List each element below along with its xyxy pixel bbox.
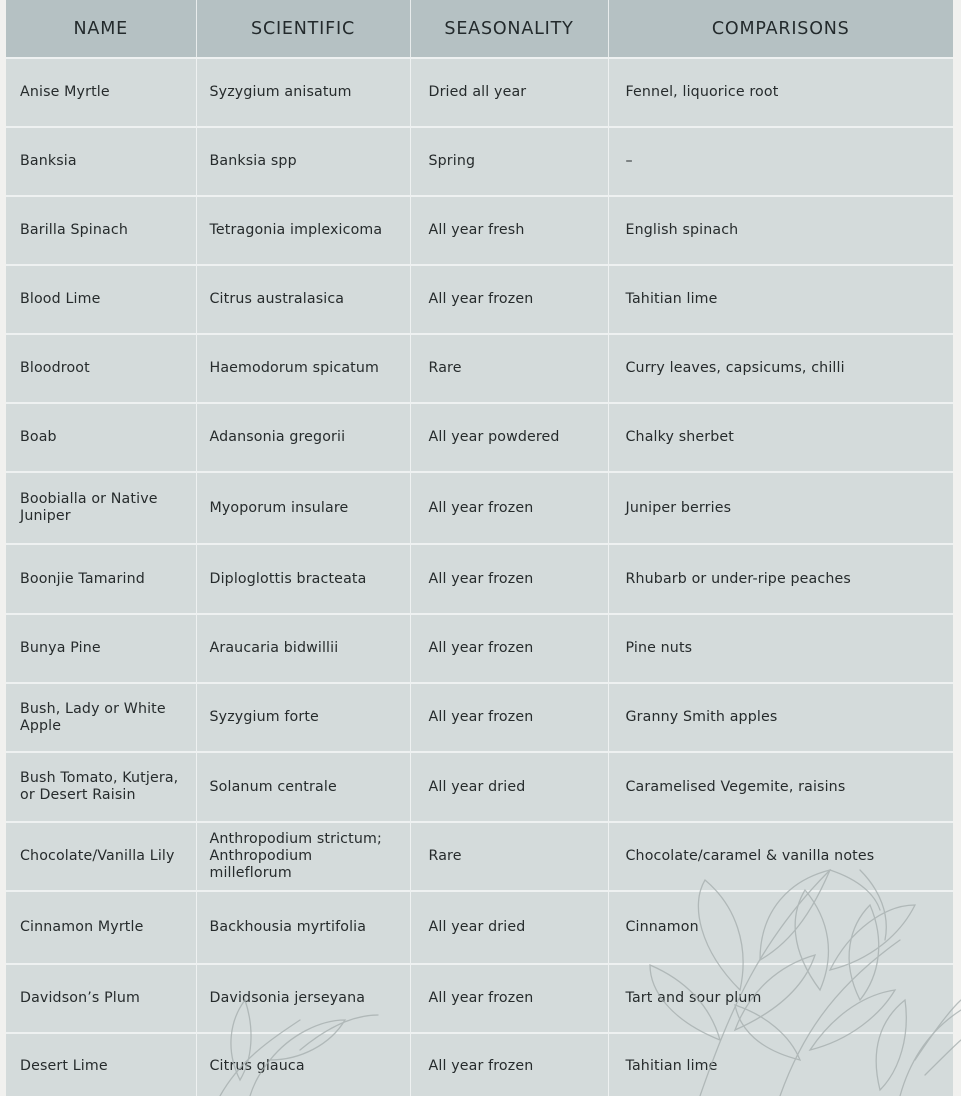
cell-seasonality: All year frozen <box>410 964 608 1033</box>
cell-comparisons: Chocolate/caramel & vanilla notes <box>608 822 953 891</box>
cell-comparisons: – <box>608 127 953 196</box>
cell-name: Bush, Lady or White Apple <box>6 683 196 752</box>
cell-scientific: Solanum centrale <box>196 752 410 822</box>
cell-comparisons: English spinach <box>608 196 953 265</box>
cell-seasonality: Spring <box>410 127 608 196</box>
table-row <box>6 403 953 472</box>
cell-name: Boonjie Tamarind <box>6 544 196 614</box>
cell-name: Banksia <box>6 127 196 196</box>
cell-comparisons: Fennel, liquorice root <box>608 58 953 127</box>
cell-comparisons: Tahitian lime <box>608 1033 953 1096</box>
cell-comparisons: Rhubarb or under-ripe peaches <box>608 544 953 614</box>
cell-seasonality: Rare <box>410 334 608 403</box>
cell-seasonality: All year powdered <box>410 403 608 472</box>
cell-name: Boobialla or Native Juniper <box>6 472 196 544</box>
column-header-name: NAME <box>6 0 196 58</box>
cell-name: Boab <box>6 403 196 472</box>
table-row <box>6 822 953 891</box>
column-header-comparisons: COMPARISONS <box>608 0 953 58</box>
table-row <box>6 891 953 964</box>
cell-seasonality: All year frozen <box>410 544 608 614</box>
table-row <box>6 964 953 1033</box>
cell-scientific: Anthropodium strictum; Anthropodium milleflorum <box>196 822 410 891</box>
column-header-seasonality: SEASONALITY <box>410 0 608 58</box>
cell-comparisons: Tahitian lime <box>608 265 953 334</box>
cell-name: Barilla Spinach <box>6 196 196 265</box>
cell-seasonality: All year frozen <box>410 614 608 683</box>
cell-name: Cinnamon Myrtle <box>6 891 196 964</box>
cell-seasonality: Rare <box>410 822 608 891</box>
cell-scientific: Tetragonia implexicoma <box>196 196 410 265</box>
cell-comparisons: Tart and sour plum <box>608 964 953 1033</box>
cell-scientific: Backhousia myrtifolia <box>196 891 410 964</box>
cell-seasonality: All year fresh <box>410 196 608 265</box>
cell-scientific: Davidsonia jerseyana <box>196 964 410 1033</box>
cell-scientific: Haemodorum spicatum <box>196 334 410 403</box>
cell-name: Bush Tomato, Kutjera, or Desert Raisin <box>6 752 196 822</box>
cell-scientific: Citrus glauca <box>196 1033 410 1096</box>
cell-seasonality: All year frozen <box>410 683 608 752</box>
cell-name: Davidson’s Plum <box>6 964 196 1033</box>
cell-scientific: Syzygium anisatum <box>196 58 410 127</box>
cell-name: Blood Lime <box>6 265 196 334</box>
cell-name: Chocolate/Vanilla Lily <box>6 822 196 891</box>
table-row <box>6 683 953 752</box>
cell-seasonality: All year frozen <box>410 472 608 544</box>
cell-seasonality: All year dried <box>410 891 608 964</box>
cell-scientific: Diploglottis bracteata <box>196 544 410 614</box>
cell-comparisons: Chalky sherbet <box>608 403 953 472</box>
cell-scientific: Myoporum insulare <box>196 472 410 544</box>
cell-name: Bloodroot <box>6 334 196 403</box>
cell-scientific: Banksia spp <box>196 127 410 196</box>
cell-comparisons: Granny Smith apples <box>608 683 953 752</box>
cell-name: Anise Myrtle <box>6 58 196 127</box>
cell-comparisons: Pine nuts <box>608 614 953 683</box>
table-row <box>6 334 953 403</box>
cell-comparisons: Curry leaves, capsicums, chilli <box>608 334 953 403</box>
table-row <box>6 1033 953 1096</box>
cell-seasonality: All year frozen <box>410 1033 608 1096</box>
cell-seasonality: All year frozen <box>410 265 608 334</box>
cell-scientific: Adansonia gregorii <box>196 403 410 472</box>
cell-comparisons: Caramelised Vegemite, raisins <box>608 752 953 822</box>
table-row <box>6 752 953 822</box>
table-row <box>6 127 953 196</box>
cell-scientific: Syzygium forte <box>196 683 410 752</box>
column-header-scientific: SCIENTIFIC <box>196 0 410 58</box>
ingredients-table <box>6 0 953 1096</box>
table-header <box>6 0 953 58</box>
table-row <box>6 544 953 614</box>
cell-seasonality: Dried all year <box>410 58 608 127</box>
cell-scientific: Citrus australasica <box>196 265 410 334</box>
table-row <box>6 265 953 334</box>
cell-name: Bunya Pine <box>6 614 196 683</box>
table-row <box>6 614 953 683</box>
table-row <box>6 472 953 544</box>
cell-seasonality: All year dried <box>410 752 608 822</box>
table-row <box>6 196 953 265</box>
cell-name: Desert Lime <box>6 1033 196 1096</box>
header-row <box>6 0 953 58</box>
cell-scientific: Araucaria bidwillii <box>196 614 410 683</box>
cell-comparisons: Juniper berries <box>608 472 953 544</box>
cell-comparisons: Cinnamon <box>608 891 953 964</box>
table-body <box>6 58 953 1096</box>
table-row <box>6 58 953 127</box>
